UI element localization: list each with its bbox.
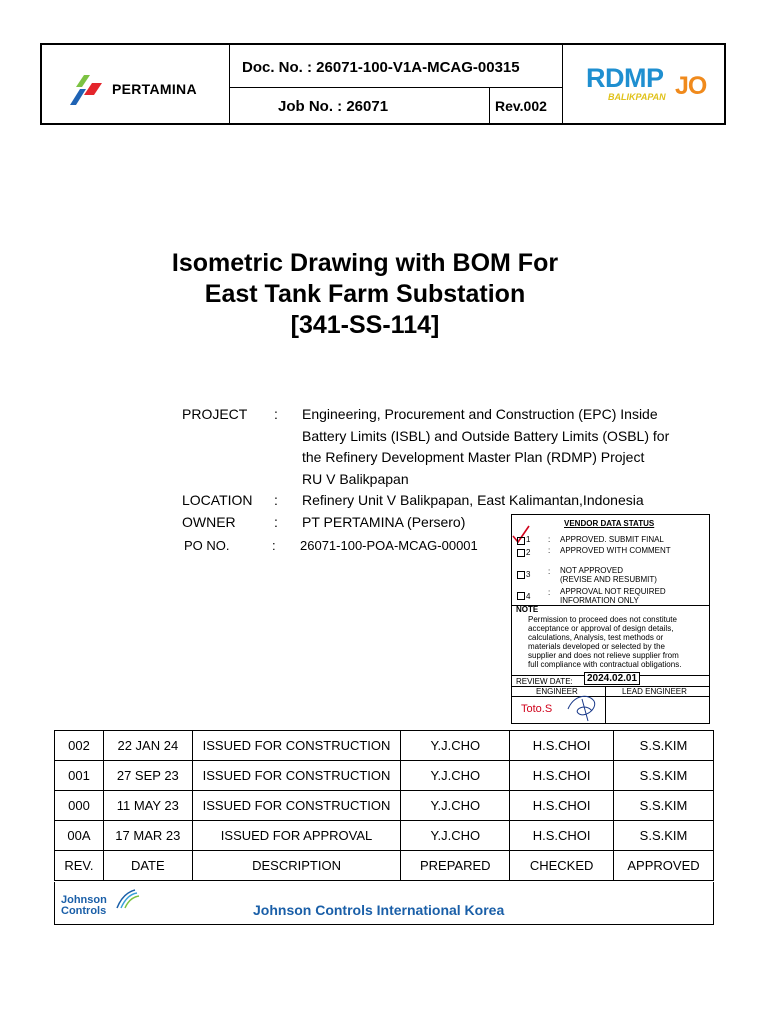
project-line: RU V Balikpapan xyxy=(302,470,409,487)
doc-number: Doc. No. : 26071-100-V1A-MCAG-00315 xyxy=(242,59,520,76)
stamp-title: VENDOR DATA STATUS xyxy=(564,519,655,528)
review-date-value: 2024.02.01 xyxy=(584,672,640,685)
johnson-controls-mark-icon xyxy=(115,886,141,910)
divider xyxy=(512,605,709,606)
vendor-data-status-stamp xyxy=(511,514,710,724)
header-cell: PREPARED xyxy=(401,851,510,881)
prepared-cell: Y.J.CHO xyxy=(401,821,510,851)
checked-cell: H.S.CHOI xyxy=(510,761,614,791)
colon: : xyxy=(274,514,278,530)
footer xyxy=(54,882,714,925)
status-num: 2 xyxy=(526,548,531,557)
status-num: 4 xyxy=(526,592,531,601)
project-line: Battery Limits (ISBL) and Outside Battery Limits (OSBL) for xyxy=(302,427,670,444)
header-cell: DESCRIPTION xyxy=(192,851,401,881)
status-text: INFORMATION ONLY xyxy=(560,596,639,605)
project-value xyxy=(302,404,669,490)
status-text: (REVISE AND RESUBMIT) xyxy=(560,575,657,584)
project-line: Engineering, Procurement and Construction (EPC) Inside xyxy=(302,406,658,422)
revision-table xyxy=(54,730,714,881)
divider xyxy=(605,686,606,724)
note-line: full compliance with contractual obligations. xyxy=(528,660,682,669)
company-full-name: Johnson Controls International Korea xyxy=(253,902,505,918)
status-text: NOT APPROVED xyxy=(560,566,623,575)
rdmp-logo-sub: BALIKPAPAN xyxy=(608,92,666,102)
checked-cell: H.S.CHOI xyxy=(510,791,614,821)
date-cell: 27 SEP 23 xyxy=(103,761,192,791)
table-row xyxy=(55,761,714,791)
colon: : xyxy=(272,538,276,553)
signature-icon xyxy=(564,691,604,723)
status-num: 1 xyxy=(526,535,531,544)
location-label: LOCATION xyxy=(182,492,253,508)
colon: : xyxy=(548,546,551,555)
description-cell: ISSUED FOR CONSTRUCTION xyxy=(192,731,401,761)
status-text: APPROVAL NOT REQUIRED xyxy=(560,587,666,596)
revision-number: Rev.002 xyxy=(495,98,547,114)
project-line: the Refinery Development Master Plan (RDMP) Project xyxy=(302,449,645,465)
note-line: materials developed or selected by the xyxy=(528,642,665,651)
prepared-cell: Y.J.CHO xyxy=(401,731,510,761)
date-cell: 22 JAN 24 xyxy=(103,731,192,761)
po-value: 26071-100-POA-MCAG-00001 xyxy=(300,538,478,553)
divider xyxy=(512,696,709,697)
approved-cell: S.S.KIM xyxy=(614,791,714,821)
status-checkbox xyxy=(517,571,525,579)
note-label: NOTE xyxy=(516,605,539,614)
rev-cell: 001 xyxy=(55,761,104,791)
johnson-controls-logo xyxy=(61,895,107,917)
table-row xyxy=(55,731,714,761)
colon: : xyxy=(548,588,551,597)
prepared-cell: Y.J.CHO xyxy=(401,791,510,821)
header-cell: APPROVED xyxy=(614,851,714,881)
table-row xyxy=(55,821,714,851)
lead-engineer-label: LEAD ENGINEER xyxy=(622,687,687,696)
rev-cell: 002 xyxy=(55,731,104,761)
project-label: PROJECT xyxy=(182,406,248,422)
owner-value: PT PERTAMINA (Persero) xyxy=(302,514,466,530)
prepared-cell: Y.J.CHO xyxy=(401,761,510,791)
approved-cell: S.S.KIM xyxy=(614,821,714,851)
description-cell: ISSUED FOR CONSTRUCTION xyxy=(192,761,401,791)
owner-label: OWNER xyxy=(182,514,236,530)
po-label: PO NO. xyxy=(184,538,230,553)
note-line: acceptance or approval of design details, xyxy=(528,624,674,633)
table-header-row xyxy=(55,851,714,881)
divider xyxy=(229,45,230,123)
status-num: 3 xyxy=(526,570,531,579)
approved-cell: S.S.KIM xyxy=(614,731,714,761)
table-row xyxy=(55,791,714,821)
pertamina-logo-icon xyxy=(62,75,104,105)
status-checkbox xyxy=(517,592,525,600)
colon: : xyxy=(274,492,278,508)
location-value: Refinery Unit V Balikpapan, East Kalimantan,Indonesia xyxy=(302,492,644,508)
divider xyxy=(229,87,562,88)
rdmp-logo xyxy=(586,63,726,103)
document-header xyxy=(40,43,726,125)
date-cell: 11 MAY 23 xyxy=(103,791,192,821)
company-name: PERTAMINA xyxy=(112,81,197,97)
status-text: APPROVED. SUBMIT FINAL xyxy=(560,535,664,544)
note-line: supplier and does not relieve supplier from xyxy=(528,651,679,660)
status-checkbox xyxy=(517,549,525,557)
header-cell: DATE xyxy=(103,851,192,881)
header-cell: REV. xyxy=(55,851,104,881)
job-number: Job No. : 26071 xyxy=(278,98,389,115)
note-line: Permission to proceed does not constitute xyxy=(528,615,677,624)
divider xyxy=(489,88,490,123)
colon: : xyxy=(274,406,278,422)
rev-cell: 00A xyxy=(55,821,104,851)
checked-cell: H.S.CHOI xyxy=(510,731,614,761)
rdmp-logo-main: RDMP xyxy=(586,63,664,93)
title-line: East Tank Farm Substation xyxy=(204,280,526,308)
date-cell: 17 MAR 23 xyxy=(103,821,192,851)
status-text: APPROVED WITH COMMENT xyxy=(560,546,671,555)
title-line: [341-SS-114] xyxy=(290,311,440,339)
header-cell: CHECKED xyxy=(510,851,614,881)
description-cell: ISSUED FOR CONSTRUCTION xyxy=(192,791,401,821)
logo-line: Johnson xyxy=(61,894,107,906)
status-checkbox xyxy=(517,537,525,545)
rev-cell: 000 xyxy=(55,791,104,821)
colon: : xyxy=(548,535,551,544)
rdmp-logo-jo: JO xyxy=(675,72,707,100)
signer-name: Toto.S xyxy=(521,703,553,715)
logo-line: Controls xyxy=(61,905,107,917)
colon: : xyxy=(548,567,551,576)
description-cell: ISSUED FOR APPROVAL xyxy=(192,821,401,851)
document-title xyxy=(100,248,630,341)
title-line: Isometric Drawing with BOM For xyxy=(171,249,559,277)
review-date-label: REVIEW DATE: xyxy=(516,677,573,686)
checked-cell: H.S.CHOI xyxy=(510,821,614,851)
note-line: calculations, Analysis, test methods or xyxy=(528,633,664,642)
engineer-label: ENGINEER xyxy=(536,687,578,696)
divider xyxy=(562,45,563,123)
approved-cell: S.S.KIM xyxy=(614,761,714,791)
